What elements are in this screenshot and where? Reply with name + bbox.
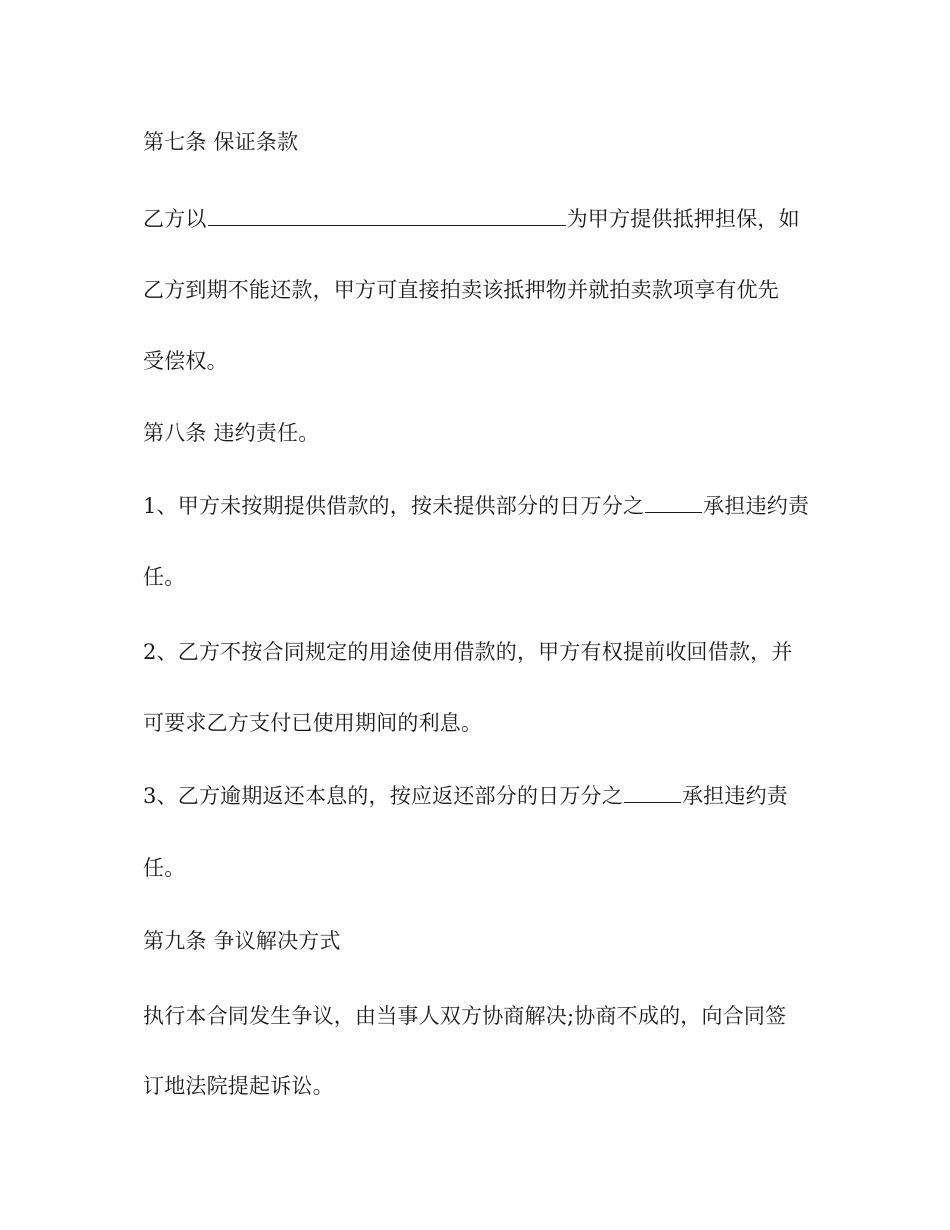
article-7-text-after-blank: 为甲方提供抵押担保，如 xyxy=(566,207,800,231)
borrower-penalty-rate-blank xyxy=(624,783,681,803)
article-8-item-3-text-after-blank: 承担违约责 xyxy=(681,784,788,808)
collateral-blank xyxy=(208,206,566,226)
lender-penalty-rate-blank xyxy=(645,493,702,513)
article-7-text-before-blank: 乙方以 xyxy=(143,207,207,231)
article-8-item-3-line-1 xyxy=(143,783,788,808)
article-7-paragraph-line-3: 受偿权。 xyxy=(143,349,228,373)
article-8-item-2-line-1: 2、乙方不按合同规定的用途使用借款的，甲方有权提前收回借款，并 xyxy=(143,640,793,664)
article-8-item-3-line-2: 任。 xyxy=(143,856,186,880)
article-9-heading: 第九条 争议解决方式 xyxy=(143,929,341,953)
article-8-item-1-text-after-blank: 承担违约责 xyxy=(703,494,810,518)
article-8-item-1-line-2: 任。 xyxy=(143,565,186,589)
article-8-item-1-text-before-blank: 1、甲方未按期提供借款的，按未提供部分的日万分之 xyxy=(143,494,645,518)
article-7-paragraph-line-2: 乙方到期不能还款，甲方可直接拍卖该抵押物并就拍卖款项享有优先 xyxy=(143,278,779,302)
article-8-item-2-line-2: 可要求乙方支付已使用期间的利息。 xyxy=(143,711,483,735)
article-8-heading: 第八条 违约责任。 xyxy=(143,421,320,445)
article-7-heading: 第七条 保证条款 xyxy=(143,130,299,154)
article-8-item-3-text-before-blank: 3、乙方逾期返还本息的，按应返还部分的日万分之 xyxy=(143,784,623,808)
article-8-item-1-line-1 xyxy=(143,493,809,518)
article-7-paragraph-line-1 xyxy=(143,206,800,231)
article-9-paragraph-line-1: 执行本合同发生争议，由当事人双方协商解决;协商不成的，向合同签 xyxy=(143,1004,787,1028)
article-9-paragraph-line-2: 订地法院提起诉讼。 xyxy=(143,1074,334,1098)
